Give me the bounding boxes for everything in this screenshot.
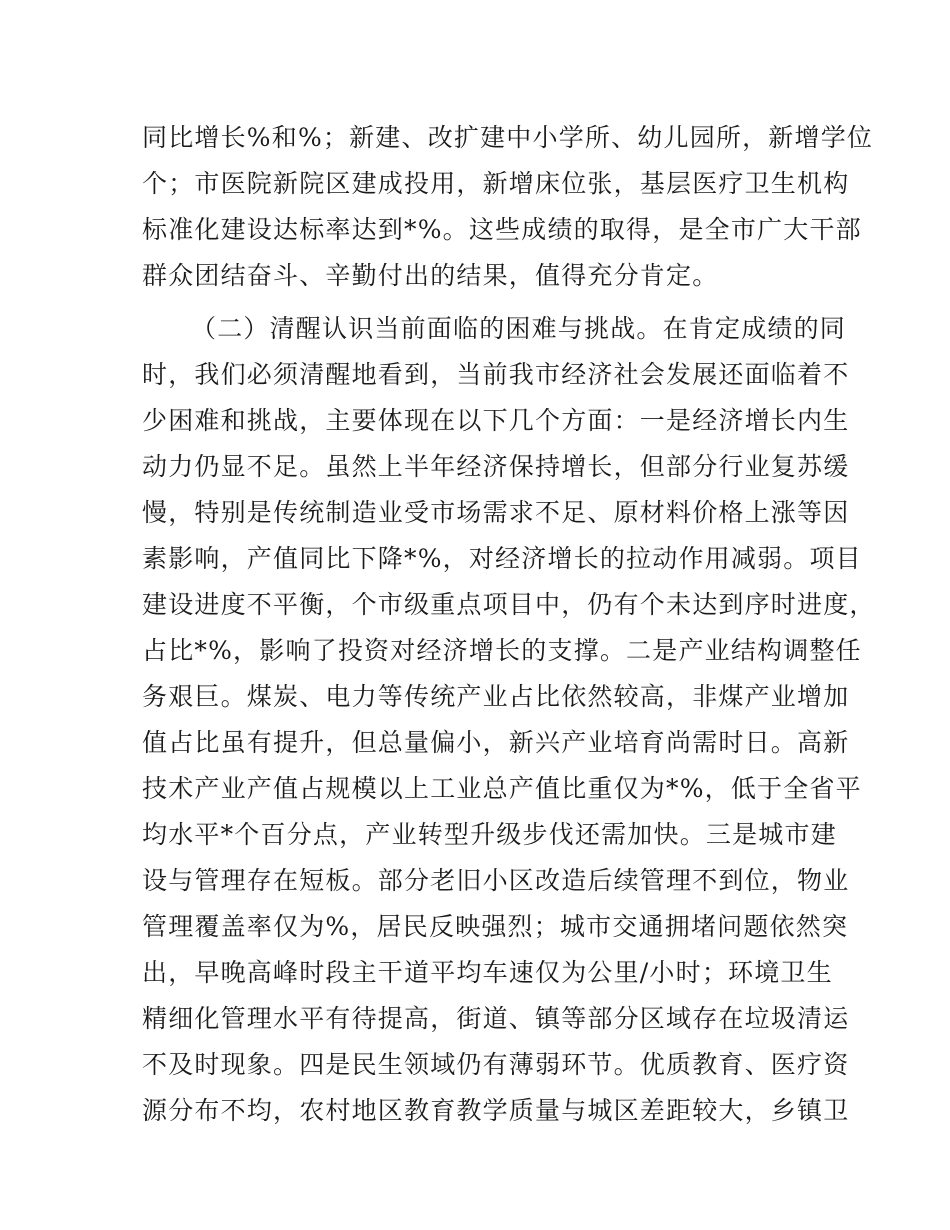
text-line: 不及时现象。四是民生领域仍有薄弱环节。优质教育、医疗资 [142, 1050, 850, 1079]
text-line: 出，早晚高峰时段主干道平均车速仅为公里/小时；环境卫生 [142, 958, 833, 987]
text-line: 源分布不均，农村地区教育教学质量与城区差距较大，乡镇卫 [142, 1096, 850, 1125]
text-line: 值占比虽有提升，但总量偏小，新兴产业培育尚需时日。高新 [142, 728, 850, 757]
text-line: 同比增长%和%；新建、改扩建中小学所、幼儿园所，新增学位 [142, 123, 874, 152]
text-line: 慢，特别是传统制造业受市场需求不足、原材料价格上涨等因 [142, 498, 850, 527]
text-line: 建设进度不平衡，个市级重点项目中，仍有个未达到序时进度， [142, 590, 876, 619]
paragraph-achievements [142, 119, 874, 303]
paragraph-challenges [142, 310, 876, 1138]
text-line: 少困难和挑战，主要体现在以下几个方面：一是经济增长内生 [142, 406, 850, 435]
text-line: 设与管理存在短板。部分老旧小区改造后续管理不到位，物业 [142, 866, 850, 895]
text-line: （二）清醒认识当前面临的困难与挑战。在肯定成绩的同 [191, 314, 847, 343]
text-line: 群众团结奋斗、辛勤付出的结果，值得充分肯定。 [142, 261, 719, 290]
text-line: 技术产业产值占规模以上工业总产值比重仅为*%，低于全省平 [142, 774, 862, 803]
text-line: 务艰巨。煤炭、电力等传统产业占比依然较高，非煤产业增加 [142, 682, 850, 711]
text-line: 占比*%，影响了投资对经济增长的支撑。二是产业结构调整任 [142, 636, 862, 665]
text-line: 标准化建设达标率达到*%。这些成绩的取得，是全市广大干部 [142, 215, 862, 244]
text-line: 精细化管理水平有待提高，街道、镇等部分区域存在垃圾清运 [142, 1004, 850, 1033]
text-line: 均水平*个百分点，产业转型升级步伐还需加快。三是城市建 [142, 820, 837, 849]
text-line: 管理覆盖率仅为%，居民反映强烈；城市交通拥堵问题依然突 [142, 912, 849, 941]
text-line: 素影响，产值同比下降*%，对经济增长的拉动作用减弱。项目 [142, 544, 862, 573]
text-line: 动力仍显不足。虽然上半年经济保持增长，但部分行业复苏缓 [142, 452, 850, 481]
text-line: 个；市医院新院区建成投用，新增床位张，基层医疗卫生机构 [142, 169, 850, 198]
text-line: 时，我们必须清醒地看到，当前我市经济社会发展还面临着不 [142, 360, 850, 389]
